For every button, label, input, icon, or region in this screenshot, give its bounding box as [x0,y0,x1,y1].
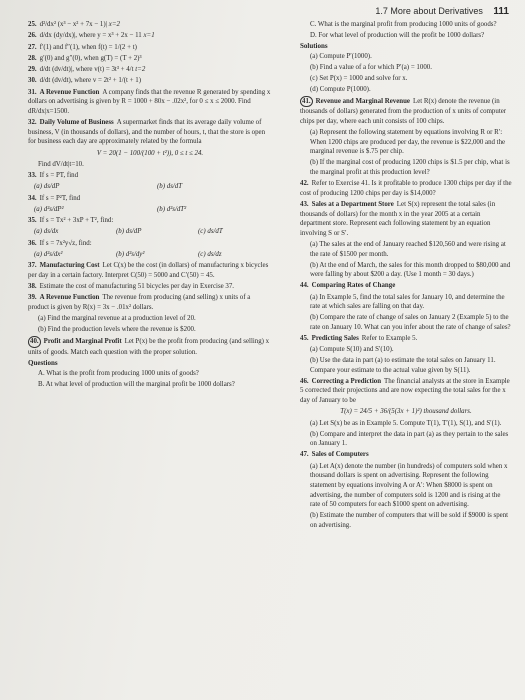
exercise-number: 32. [28,119,37,127]
answer-part: (a) ds/dP [34,183,60,191]
exercise-text: If s = Tx² + 3xP + T², find: [39,217,114,225]
exercise-text: The financial analysts at the store in Example 5 corrected their projections and are now expecting the total sales for the x day of January to be [300,377,510,404]
answer-parts-row [28,250,272,260]
exercise [28,239,272,249]
answer-part: (a) d²s/dx² [34,250,63,258]
exercise-part: Find dV/dt|t=10. [38,161,84,169]
exercise-text: d/dx (dy/dx)|, where y = x³ + 2x − 11 [39,32,142,40]
exercise-number: 44. [300,282,309,290]
section-title: 1.7 More about Derivatives [375,6,483,16]
exercise [28,293,272,312]
exercise [300,334,512,344]
exercise-part: (b) At the end of March, the sales for this month dropped to $80,000 and were falling by about $200 a day. (Use 1 month = 30 days.) [310,261,511,279]
exercise-text: If s = PT, find [39,172,79,180]
exercise-text: A company finds that the revenue R generated by spending x dollars on advertising is given by R = 1000 + 80x − .02x², for 0 ≤ x ≤ 2000. Find dR/dx|x=1500. [28,88,271,115]
exercise [28,282,272,292]
exercise-number: 37. [28,262,37,270]
exercise [28,43,272,53]
exercise-number: 28. [28,54,37,62]
exercise-heading: Predicting Sales [311,334,359,342]
exercise [300,200,512,239]
exercise [300,377,512,406]
exercise [28,31,272,41]
answer-part: (a) d²s/dP² [34,205,64,213]
exercise-number: 33. [28,172,37,180]
exercise-part: (b) Find a value of a for which P′(a) = 1000. [310,63,432,71]
exercise-number: 30. [28,77,37,85]
exercise [28,54,272,64]
exercise-part: (a) Let A(x) denote the number (in hundreds) of computers sold when x thousand dollars is spent on advertising. Represent the following statement by equations involving A or A′: When $8000 is spent on advertising, the number of computers sold is 1200 and is rising at the rate of 50 computers for each $1000 spent on advertising. [310,462,508,509]
exercise-number: 41. [300,96,313,108]
exercise [28,76,272,86]
page-header [375,6,509,17]
exercise-text: d/dt (dv/dt), where v = 2t² + 1/(t + 1) [39,77,141,85]
exercise-number: 36. [28,239,37,247]
exercise [28,171,272,181]
exercise-heading: Profit and Marginal Profit [43,338,122,346]
exercise-heading: A Revenue Function [39,88,100,96]
exercise-number: 31. [28,88,37,96]
exercise-heading: Revenue and Marginal Revenue [315,97,410,105]
exercise-number: 42. [300,179,309,187]
answer-part: (c) ds/dz [198,250,222,258]
exercise-part: (b) Estimate the number of computers that will be sold if $9000 is spent on advertising. [310,512,509,529]
exercise [28,216,272,226]
evaluation-point: t=2 [135,66,146,73]
answer-part: (c) ds/dT [198,228,223,236]
exercise-number: 47. [300,451,309,459]
exercise-text: Estimate the cost of manufacturing 51 bicycles per day in Exercise 37. [39,283,235,291]
exercise-text: Let C(x) be the cost (in dollars) of manufacturing x bicycles per day in a certain factory. Interpret C(50) = 5000 and C′(50) = 45. [28,262,269,279]
formula: V = 20(1 − 100/(100 + t²)), 0 ≤ t ≤ 24. [96,149,204,157]
exercise-part: (d) Compute P(1000). [310,85,371,93]
exercise-heading: Sales at a Department Store [311,200,394,208]
exercise-text: Refer to Example 5. [361,334,418,342]
exercise-part: (a) In Example 5, find the total sales for January 10, and determine the rate at which sales are falling on that day. [310,293,505,311]
exercise-part: (a) Represent the following statement by equations involving R or R′: When 1200 chips are produced per day, the revenue is $22,000 and the marginal revenue is $.75 per chip. [310,129,506,156]
exercise [28,118,272,147]
exercise-part: (a) Find the marginal revenue at a production level of 20. [38,315,196,323]
exercise [28,261,272,280]
exercise-text: f′(1) and f″(1), when f(t) = 1/(2 + t) [39,43,137,51]
exercise [300,179,512,198]
exercise-number: 45. [300,334,309,342]
answer-part: (b) d²s/dy² [116,250,145,258]
exercise [28,65,272,75]
exercise [28,20,272,30]
exercise-number: 35. [28,217,37,225]
exercise-heading: Correcting a Prediction [311,377,382,385]
answer-parts-row [28,227,272,237]
exercise-part: (b) Compare the rate of change of sales on January 2 (Example 5) to the rate on January 10. What can you infer about the rate of change of sales? [310,314,511,331]
exercise-text: d²/dx² (x³ − x² + 7x − 1)| [39,21,108,28]
formula: T(x) = 24/5 + 36/(5(3x + 1)²) thousand dollars. [340,408,472,416]
exercise-text: Refer to Exercise 41. Is it profitable to produce 1300 chips per day if the cost of producing 1200 chips per day is $14,000? [300,179,512,197]
exercise-number: 43. [300,200,309,208]
exercise-part: C. What is the marginal profit from producing 1000 units of goods? [310,21,497,28]
exercise [28,336,272,357]
exercise-text: d/dt (dv/dt)|, where v(t) = 3t³ + 4/t [39,66,134,73]
exercise [300,450,512,460]
answer-part: (b) d²s/dT² [157,205,187,213]
exercise-heading: Comparing Rates of Change [311,282,396,290]
exercise-part: (b) If the marginal cost of producing 1200 chips is $1.5 per chip, what is the marginal profit at this production level? [310,159,510,176]
exercise [28,88,272,117]
exercise-heading: Manufacturing Cost [39,262,100,270]
subheading: Questions [28,359,58,368]
answer-parts-row [28,182,272,192]
exercise-text: g′(0) and g″(0), when g(T) = (T + 2)³ [39,54,142,62]
exercise-part: D. For what level of production will the profit be 1000 dollars? [310,31,485,39]
exercise-number: 40. [28,336,41,348]
exercise-number: 26. [28,32,37,40]
subheading: Solutions [300,41,328,50]
exercise-text: Let P(x) be the profit from producing (and selling) x units of goods. Match each question with the proper solution. [28,338,270,356]
exercise-part: (a) Compute S(10) and S′(10). [310,346,394,354]
exercise-number: 46. [300,377,309,385]
exercise-part: (b) Compare and interpret the data in part (a) as they pertain to the sales on January 1. [310,430,509,448]
exercise-number: 34. [28,194,37,202]
exercise-text: A supermarket finds that its average daily volume of business, V (in thousands of dollars), and the number of hours, t, that the store is open for business each day are approximately related by the formula [28,119,266,146]
exercise-text: If s = 7x²y√z, find: [39,239,92,247]
exercise-number: 39. [28,294,37,302]
exercise-part: (b) Find the production levels where the revenue is $200. [38,326,196,334]
exercise-text: Let S(x) represent the total sales (in thousands of dollars) for the month x in the year 2005 at a certain department store. Represent each following statement by an equation involving S or S′. [300,200,496,237]
exercise-text: The revenue from producing (and selling) x units of a product is given by R(x) = 3x − .01x² dollars. [28,294,251,312]
exercise-part: (a) Let S(x) be as in Example 5. Compute T(1), T′(1), S(1), and S′(1). [310,419,502,427]
exercise-number: 29. [28,66,37,73]
exercise-part: (a) The sales at the end of January reached $120,560 and were rising at the rate of $1500 per month. [310,241,506,258]
exercise-part: B. At what level of production will the marginal profit be 1000 dollars? [38,380,235,388]
exercise [300,96,512,127]
page-number: 111 [493,6,509,17]
exercise-part: (b) Use the data in part (a) to estimate the total sales on January 11. Compare your estimate to the actual value given by S(11). [310,356,496,374]
exercise-heading: Daily Volume of Business [39,119,114,127]
exercise-part: (c) Set P(x) = 1000 and solve for x. [310,74,408,82]
exercise [300,281,512,291]
evaluation-point: x=1 [143,32,155,40]
exercise-text: If s = P²T, find [39,194,81,202]
answer-part: (a) ds/dx [34,228,59,236]
exercise-number: 38. [28,283,37,291]
evaluation-point: x=2 [108,21,120,28]
left-column [28,20,272,391]
exercise [28,194,272,204]
exercise-number: 25. [28,21,37,28]
exercise-part: (a) Compute P′(1000). [310,52,372,60]
answer-parts-row [28,205,272,215]
exercise-number: 27. [28,43,37,51]
answer-part: (b) ds/dP [116,228,142,236]
exercise-heading: Sales of Computers [311,451,369,459]
exercise-part: A. What is the profit from producing 1000 units of goods? [38,369,199,377]
exercise-text: Let R(x) denote the revenue (in thousands of dollars) generated from the production of x units of computer chips per day, where each unit consists of 100 chips. [300,97,507,125]
exercise-heading: A Revenue Function [39,294,100,302]
answer-part: (b) ds/dT [157,183,183,191]
right-column [300,20,512,532]
